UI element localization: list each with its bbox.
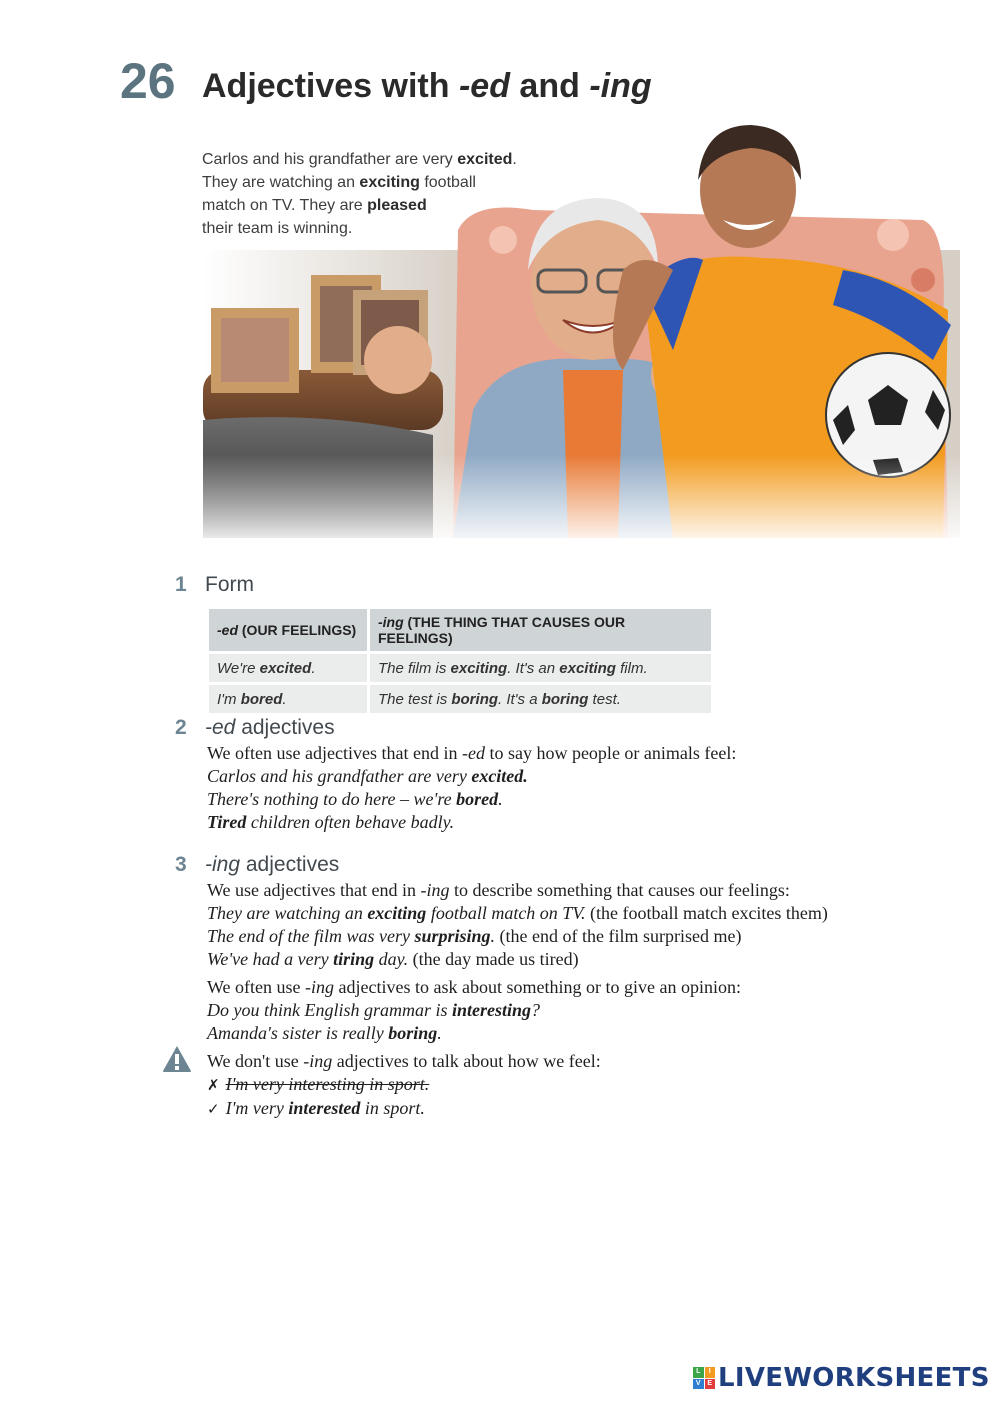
- example-sentence: The end of the film was very surprising. (the end of the film surprised me): [207, 926, 742, 946]
- section-1-title: Form: [205, 573, 254, 596]
- form-table: [206, 609, 714, 713]
- table-row: [209, 682, 711, 713]
- example-sentence: Tired children often behave badly.: [207, 812, 455, 832]
- example-sentence: Amanda's sister is really boring.: [207, 1023, 442, 1043]
- section-2-number: 2: [175, 716, 187, 739]
- warning-text: We don't use -ing adjectives to talk about how we feel:: [207, 1051, 601, 1071]
- check-icon: ✓: [207, 1100, 220, 1118]
- cross-icon: ✗: [207, 1076, 220, 1094]
- unit-title: Adjectives with -ed and -ing: [202, 67, 652, 105]
- table-row: [209, 651, 711, 682]
- logo-grid-icon: L I V E: [693, 1367, 715, 1389]
- table-cell: I'm bored.: [209, 682, 367, 713]
- example-sentence: We've had a very tiring day. (the day made us tired): [207, 949, 579, 969]
- hero-caption: Carlos and his grandfather are very excited. They are watching an exciting football match on TV. They are pleased their team is winning.: [202, 151, 517, 237]
- table-cell: We're excited.: [209, 651, 367, 682]
- example-sentence: Carlos and his grandfather are very excited.: [207, 766, 528, 786]
- wrong-example: ✗ I'm very interesting in sport.: [207, 1074, 430, 1094]
- rule-text: We use adjectives that end in -ing to describe something that causes our feelings:: [207, 880, 790, 900]
- liveworksheets-logo[interactable]: [693, 1362, 990, 1394]
- section-3-title: -ing adjectives: [205, 853, 340, 876]
- section-3-number: 3: [175, 853, 187, 876]
- section-2-body: [207, 742, 927, 834]
- logo-text: LIVEWORKSHEETS: [718, 1363, 990, 1393]
- table-cell: The test is boring. It's a boring test.: [370, 682, 711, 713]
- example-sentence: There's nothing to do here – we're bored.: [207, 789, 503, 809]
- unit-number: 26: [120, 53, 176, 109]
- table-header-ed: -ed (OUR FEELINGS): [209, 609, 367, 651]
- right-example: ✓ I'm very interested in sport.: [207, 1098, 425, 1118]
- section-3-body: [207, 879, 927, 1121]
- section-2-title: -ed adjectives: [205, 716, 335, 739]
- table-cell: The film is exciting. It's an exciting film.: [370, 651, 711, 682]
- section-1-number: 1: [175, 573, 187, 596]
- rule-text: We often use -ing adjectives to ask about something or to give an opinion:: [207, 977, 741, 997]
- table-header-ing: -ing (THE THING THAT CAUSES OUR FEELINGS): [370, 609, 711, 651]
- warning-icon: [162, 1045, 192, 1073]
- example-sentence: Do you think English grammar is interesting?: [207, 1000, 541, 1020]
- rule-text: We often use adjectives that end in -ed to say how people or animals feel:: [207, 743, 737, 763]
- example-sentence: They are watching an exciting football match on TV. (the football match excites them): [207, 903, 828, 923]
